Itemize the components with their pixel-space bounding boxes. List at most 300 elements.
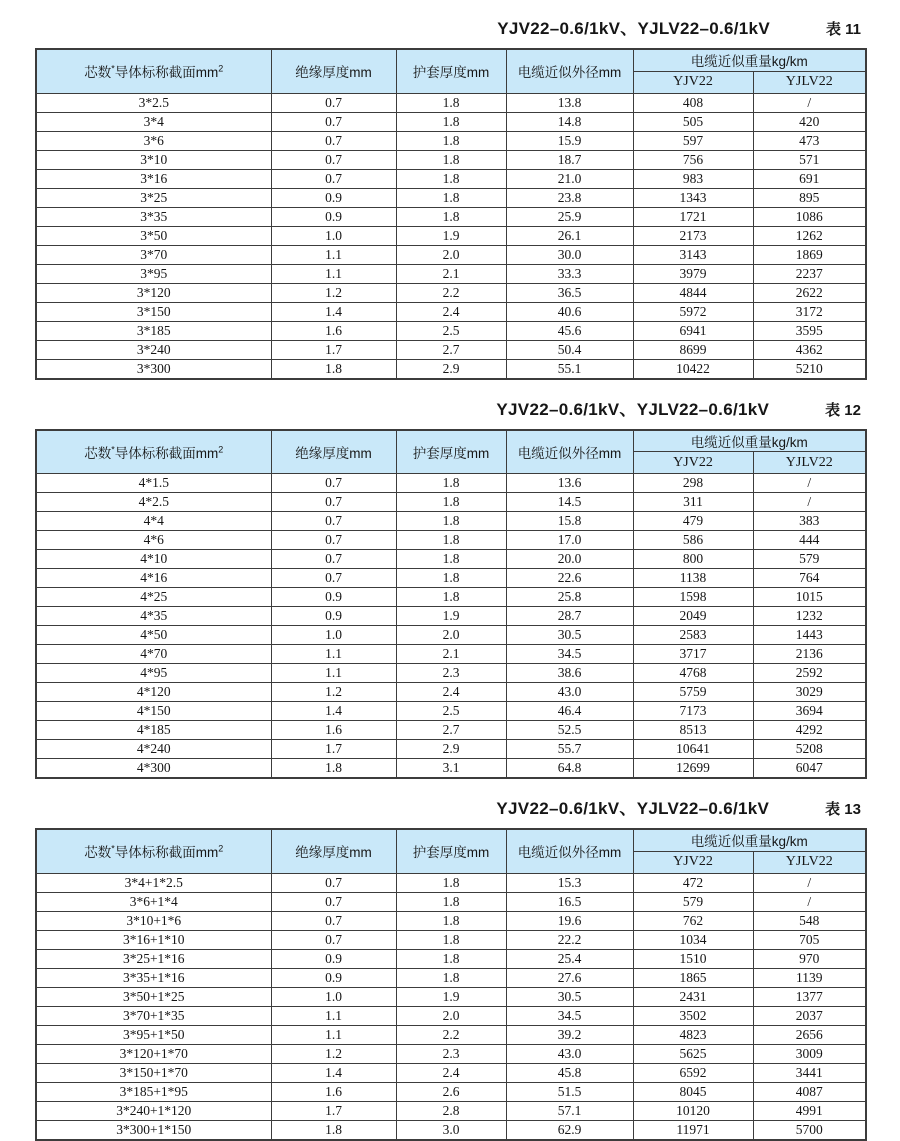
table-cell: 479: [633, 512, 753, 531]
table-cell: 4*95: [36, 664, 271, 683]
table-cell: 62.9: [506, 1120, 633, 1140]
table-cell: 15.8: [506, 512, 633, 531]
table-cell: 5700: [753, 1120, 866, 1140]
table-cell: 2.1: [396, 645, 506, 664]
table-cell: 756: [633, 150, 753, 169]
table-cell: 16.5: [506, 892, 633, 911]
table-cell: 2.7: [396, 340, 506, 359]
table-cell: 4823: [633, 1025, 753, 1044]
table-title: YJV22–0.6/1kV、YJLV22–0.6/1kV: [496, 799, 770, 818]
table-cell: 50.4: [506, 340, 633, 359]
table-cell: 57.1: [506, 1101, 633, 1120]
cable-spec-table: [35, 48, 867, 380]
table-cell: 3*6+1*4: [36, 892, 271, 911]
table-cell: 1.8: [396, 949, 506, 968]
table-cell: 1865: [633, 968, 753, 987]
table-cell: 0.9: [271, 188, 396, 207]
table-row: [36, 531, 866, 550]
table-cell: 1086: [753, 207, 866, 226]
table-cell: 0.7: [271, 911, 396, 930]
table-cell: 4*150: [36, 702, 271, 721]
table-cell: 25.4: [506, 949, 633, 968]
table-cell: 3*185: [36, 321, 271, 340]
table-cell: 28.7: [506, 607, 633, 626]
table-row: [36, 645, 866, 664]
table-cell: 895: [753, 188, 866, 207]
header-core-spec: 芯数*导体标称截面$mm^2$: [36, 430, 271, 474]
table-cell: 2.1: [396, 264, 506, 283]
table-cell: 7173: [633, 702, 753, 721]
table-cell: 3*95: [36, 264, 271, 283]
table-cell: 1.8: [396, 207, 506, 226]
table-cell: 10641: [633, 740, 753, 759]
table-cell: 15.3: [506, 873, 633, 892]
table-cell: 2.8: [396, 1101, 506, 1120]
table-number: 表 13: [825, 801, 861, 818]
table-cell: 20.0: [506, 550, 633, 569]
table-cell: 52.5: [506, 721, 633, 740]
table-row: [36, 759, 866, 779]
table-block-12: [35, 395, 865, 780]
table-title: YJV22–0.6/1kV、YJLV22–0.6/1kV: [497, 19, 770, 38]
table-cell: 3*25+1*16: [36, 949, 271, 968]
header-core-spec: 芯数*导体标称截面$mm^2$: [36, 829, 271, 873]
table-row: [36, 493, 866, 512]
table-row: [36, 112, 866, 131]
table-cell: 3*70: [36, 245, 271, 264]
table-cell: 1.4: [271, 302, 396, 321]
table-cell: 0.7: [271, 131, 396, 150]
table-cell: 1.1: [271, 645, 396, 664]
table-cell: 3*240+1*120: [36, 1101, 271, 1120]
table-cell: 8699: [633, 340, 753, 359]
table-cell: 1.8: [271, 759, 396, 779]
table-cell: 1.8: [396, 188, 506, 207]
table-cell: 2237: [753, 264, 866, 283]
table-cell: 4*240: [36, 740, 271, 759]
table-row: [36, 949, 866, 968]
table-cell: 0.7: [271, 892, 396, 911]
cable-spec-table: [35, 828, 867, 1141]
table-cell: 0.7: [271, 512, 396, 531]
table-cell: 4*4: [36, 512, 271, 531]
table-cell: 3*50: [36, 226, 271, 245]
table-cell: 1.8: [396, 474, 506, 493]
table-cell: 298: [633, 474, 753, 493]
table-cell: 0.7: [271, 474, 396, 493]
table-header: [36, 829, 866, 873]
table-row: [36, 626, 866, 645]
table-cell: 2.0: [396, 626, 506, 645]
table-cell: 8513: [633, 721, 753, 740]
table-cell: 3.0: [396, 1120, 506, 1140]
table-cell: 1.8: [271, 359, 396, 379]
table-cell: 800: [633, 550, 753, 569]
table-cell: 2592: [753, 664, 866, 683]
table-cell: 3*185+1*95: [36, 1082, 271, 1101]
table-cell: 586: [633, 531, 753, 550]
table-cell: 1.7: [271, 340, 396, 359]
table-cell: 2.4: [396, 683, 506, 702]
table-cell: 0.7: [271, 930, 396, 949]
table-cell: /: [753, 493, 866, 512]
table-cell: 2.0: [396, 245, 506, 264]
table-cell: 13.8: [506, 93, 633, 112]
table-cell: /: [753, 892, 866, 911]
table-body: [36, 93, 866, 379]
table-row: [36, 245, 866, 264]
table-number: 表 11: [825, 21, 861, 38]
cable-spec-table: [35, 429, 867, 780]
table-cell: 3172: [753, 302, 866, 321]
table-cell: 1869: [753, 245, 866, 264]
table-cell: 0.9: [271, 949, 396, 968]
table-cell: /: [753, 93, 866, 112]
table-cell: 3*300+1*150: [36, 1120, 271, 1140]
table-cell: 26.1: [506, 226, 633, 245]
table-row: [36, 740, 866, 759]
table-cell: 3029: [753, 683, 866, 702]
table-cell: 1015: [753, 588, 866, 607]
table-row: [36, 930, 866, 949]
table-cell: 25.9: [506, 207, 633, 226]
table-cell: 1139: [753, 968, 866, 987]
table-cell: 1.8: [396, 968, 506, 987]
table-cell: 4844: [633, 283, 753, 302]
table-cell: 3*120+1*70: [36, 1044, 271, 1063]
table-cell: 0.7: [271, 93, 396, 112]
table-row: [36, 987, 866, 1006]
table-row: [36, 892, 866, 911]
table-cell: 0.7: [271, 493, 396, 512]
table-cell: 1.6: [271, 1082, 396, 1101]
header-yjv22: YJV22: [633, 71, 753, 93]
table-cell: 1232: [753, 607, 866, 626]
table-cell: 3502: [633, 1006, 753, 1025]
table-cell: 34.5: [506, 1006, 633, 1025]
table-cell: 1.1: [271, 1006, 396, 1025]
table-cell: 33.3: [506, 264, 633, 283]
table-cell: 3*4+1*2.5: [36, 873, 271, 892]
table-title: YJV22–0.6/1kV、YJLV22–0.6/1kV: [496, 399, 770, 419]
table-header: [36, 49, 866, 93]
table-row: [36, 569, 866, 588]
table-cell: 1.8: [396, 930, 506, 949]
table-cell: 1.9: [396, 987, 506, 1006]
table-cell: 14.5: [506, 493, 633, 512]
table-row: [36, 1120, 866, 1140]
title-row: [35, 14, 865, 36]
table-cell: 983: [633, 169, 753, 188]
table-cell: 2.9: [396, 740, 506, 759]
table-cell: 1721: [633, 207, 753, 226]
table-cell: 1034: [633, 930, 753, 949]
table-block-13: [35, 794, 865, 1141]
table-row: [36, 340, 866, 359]
table-cell: 3*10+1*6: [36, 911, 271, 930]
table-cell: 579: [633, 892, 753, 911]
table-cell: 1.7: [271, 1101, 396, 1120]
header-yjlv22: YJLV22: [753, 71, 866, 93]
header-core-spec: 芯数*导体标称截面$mm^2$: [36, 49, 271, 93]
table-cell: 15.9: [506, 131, 633, 150]
table-cell: 8045: [633, 1082, 753, 1101]
table-cell: 0.9: [271, 968, 396, 987]
table-cell: 64.8: [506, 759, 633, 779]
table-cell: 311: [633, 493, 753, 512]
title-row: [35, 794, 865, 816]
table-block-11: [35, 14, 865, 380]
table-cell: 55.1: [506, 359, 633, 379]
table-row: [36, 664, 866, 683]
table-row: [36, 1025, 866, 1044]
table-cell: 1.8: [396, 131, 506, 150]
table-cell: 3*70+1*35: [36, 1006, 271, 1025]
table-cell: 1.2: [271, 1044, 396, 1063]
table-cell: 4*35: [36, 607, 271, 626]
table-cell: 2173: [633, 226, 753, 245]
table-cell: 1.8: [396, 112, 506, 131]
table-cell: 1.6: [271, 321, 396, 340]
table-cell: 4362: [753, 340, 866, 359]
table-cell: 17.0: [506, 531, 633, 550]
table-cell: 36.5: [506, 283, 633, 302]
table-cell: 4768: [633, 664, 753, 683]
table-cell: 383: [753, 512, 866, 531]
table-cell: 2.5: [396, 321, 506, 340]
table-cell: 1.9: [396, 607, 506, 626]
header-yjv22: YJV22: [633, 452, 753, 474]
table-cell: 19.6: [506, 911, 633, 930]
table-cell: 3*150: [36, 302, 271, 321]
header-sheath-thickness: 护套厚度mm: [396, 430, 506, 474]
table-row: [36, 1101, 866, 1120]
table-cell: 1138: [633, 569, 753, 588]
table-cell: 3*10: [36, 150, 271, 169]
table-cell: 25.8: [506, 588, 633, 607]
table-cell: 705: [753, 930, 866, 949]
table-row: [36, 873, 866, 892]
table-cell: 4*6: [36, 531, 271, 550]
table-cell: 23.8: [506, 188, 633, 207]
table-cell: 39.2: [506, 1025, 633, 1044]
table-cell: /: [753, 474, 866, 493]
table-cell: 14.8: [506, 112, 633, 131]
table-cell: 0.7: [271, 150, 396, 169]
table-cell: 1.8: [396, 569, 506, 588]
header-sheath-thickness: 护套厚度mm: [396, 49, 506, 93]
table-cell: 1.4: [271, 1063, 396, 1082]
table-cell: 2.5: [396, 702, 506, 721]
table-cell: 2622: [753, 283, 866, 302]
table-cell: 1.1: [271, 264, 396, 283]
table-row: [36, 93, 866, 112]
table-cell: 1.8: [396, 873, 506, 892]
table-cell: 1510: [633, 949, 753, 968]
table-cell: 3*16: [36, 169, 271, 188]
header-approx-weight-group: 电缆近似重量kg/km: [633, 829, 866, 851]
header-insulation-thickness: 绝缘厚度mm: [271, 430, 396, 474]
table-cell: 2.4: [396, 1063, 506, 1082]
table-row: [36, 131, 866, 150]
table-cell: 3009: [753, 1044, 866, 1063]
table-row: [36, 302, 866, 321]
table-cell: 4*50: [36, 626, 271, 645]
table-cell: 420: [753, 112, 866, 131]
table-cell: 5759: [633, 683, 753, 702]
table-cell: 1.0: [271, 987, 396, 1006]
table-cell: 5972: [633, 302, 753, 321]
table-cell: 3*6: [36, 131, 271, 150]
table-cell: 597: [633, 131, 753, 150]
table-cell: 3*35: [36, 207, 271, 226]
table-cell: 10422: [633, 359, 753, 379]
table-cell: 548: [753, 911, 866, 930]
table-cell: 45.6: [506, 321, 633, 340]
table-cell: 3595: [753, 321, 866, 340]
table-cell: 3*150+1*70: [36, 1063, 271, 1082]
table-cell: /: [753, 873, 866, 892]
table-cell: 473: [753, 131, 866, 150]
table-cell: 21.0: [506, 169, 633, 188]
table-cell: 3*16+1*10: [36, 930, 271, 949]
table-cell: 0.7: [271, 531, 396, 550]
header-insulation-thickness: 绝缘厚度mm: [271, 49, 396, 93]
table-cell: 1.7: [271, 740, 396, 759]
table-cell: 2.6: [396, 1082, 506, 1101]
table-cell: 1.2: [271, 683, 396, 702]
table-row: [36, 1063, 866, 1082]
table-row: [36, 683, 866, 702]
table-cell: 1.8: [396, 892, 506, 911]
table-cell: 1.8: [396, 493, 506, 512]
table-cell: 2.3: [396, 664, 506, 683]
table-cell: 1.8: [396, 550, 506, 569]
table-cell: 22.6: [506, 569, 633, 588]
table-cell: 43.0: [506, 683, 633, 702]
table-cell: 3*120: [36, 283, 271, 302]
table-row: [36, 588, 866, 607]
table-row: [36, 968, 866, 987]
table-cell: 444: [753, 531, 866, 550]
header-approx-diameter: 电缆近似外径mm: [506, 829, 633, 873]
table-row: [36, 169, 866, 188]
header-approx-weight-group: 电缆近似重量kg/km: [633, 49, 866, 71]
table-cell: 1262: [753, 226, 866, 245]
table-cell: 4*25: [36, 588, 271, 607]
table-cell: 5210: [753, 359, 866, 379]
table-row: [36, 150, 866, 169]
table-cell: 4087: [753, 1082, 866, 1101]
table-row: [36, 702, 866, 721]
table-cell: 3694: [753, 702, 866, 721]
table-cell: 4*70: [36, 645, 271, 664]
table-cell: 762: [633, 911, 753, 930]
table-cell: 3*240: [36, 340, 271, 359]
table-row: [36, 1082, 866, 1101]
table-cell: 2037: [753, 1006, 866, 1025]
table-cell: 2.2: [396, 1025, 506, 1044]
table-cell: 3979: [633, 264, 753, 283]
table-cell: 4*120: [36, 683, 271, 702]
table-row: [36, 1006, 866, 1025]
table-cell: 1.9: [396, 226, 506, 245]
table-cell: 0.7: [271, 112, 396, 131]
table-cell: 3*50+1*25: [36, 987, 271, 1006]
header-sheath-thickness: 护套厚度mm: [396, 829, 506, 873]
table-cell: 45.8: [506, 1063, 633, 1082]
table-body: [36, 474, 866, 779]
table-cell: 5208: [753, 740, 866, 759]
table-cell: 2431: [633, 987, 753, 1006]
table-cell: 2.2: [396, 283, 506, 302]
table-cell: 2.3: [396, 1044, 506, 1063]
table-number: 表 12: [825, 401, 861, 419]
table-cell: 2.4: [396, 302, 506, 321]
table-cell: 1598: [633, 588, 753, 607]
table-row: [36, 226, 866, 245]
table-row: [36, 474, 866, 493]
table-row: [36, 911, 866, 930]
table-cell: 1.1: [271, 245, 396, 264]
table-cell: 1377: [753, 987, 866, 1006]
table-cell: 4*10: [36, 550, 271, 569]
table-cell: 0.9: [271, 207, 396, 226]
table-cell: 4991: [753, 1101, 866, 1120]
header-yjlv22: YJLV22: [753, 452, 866, 474]
table-cell: 3441: [753, 1063, 866, 1082]
table-cell: 5625: [633, 1044, 753, 1063]
table-cell: 0.9: [271, 607, 396, 626]
table-cell: 2136: [753, 645, 866, 664]
table-cell: 1.2: [271, 283, 396, 302]
table-cell: 2.0: [396, 1006, 506, 1025]
table-cell: 472: [633, 873, 753, 892]
table-row: [36, 512, 866, 531]
table-cell: 2049: [633, 607, 753, 626]
table-row: [36, 321, 866, 340]
table-cell: 2.7: [396, 721, 506, 740]
table-cell: 4*1.5: [36, 474, 271, 493]
table-cell: 408: [633, 93, 753, 112]
table-cell: 10120: [633, 1101, 753, 1120]
table-cell: 764: [753, 569, 866, 588]
table-cell: 1343: [633, 188, 753, 207]
table-cell: 40.6: [506, 302, 633, 321]
table-cell: 0.7: [271, 169, 396, 188]
table-cell: 579: [753, 550, 866, 569]
table-cell: 4*2.5: [36, 493, 271, 512]
table-header: [36, 430, 866, 474]
table-cell: 1.0: [271, 626, 396, 645]
table-cell: 13.6: [506, 474, 633, 493]
header-approx-diameter: 电缆近似外径mm: [506, 49, 633, 93]
table-cell: 1.8: [396, 512, 506, 531]
table-cell: 1.6: [271, 721, 396, 740]
table-cell: 18.7: [506, 150, 633, 169]
table-cell: 3*95+1*50: [36, 1025, 271, 1044]
table-cell: 1.1: [271, 1025, 396, 1044]
table-row: [36, 721, 866, 740]
table-cell: 11971: [633, 1120, 753, 1140]
table-cell: 2583: [633, 626, 753, 645]
table-cell: 46.4: [506, 702, 633, 721]
table-cell: 3143: [633, 245, 753, 264]
table-row: [36, 1044, 866, 1063]
table-cell: 3*4: [36, 112, 271, 131]
table-row: [36, 264, 866, 283]
table-cell: 0.9: [271, 588, 396, 607]
